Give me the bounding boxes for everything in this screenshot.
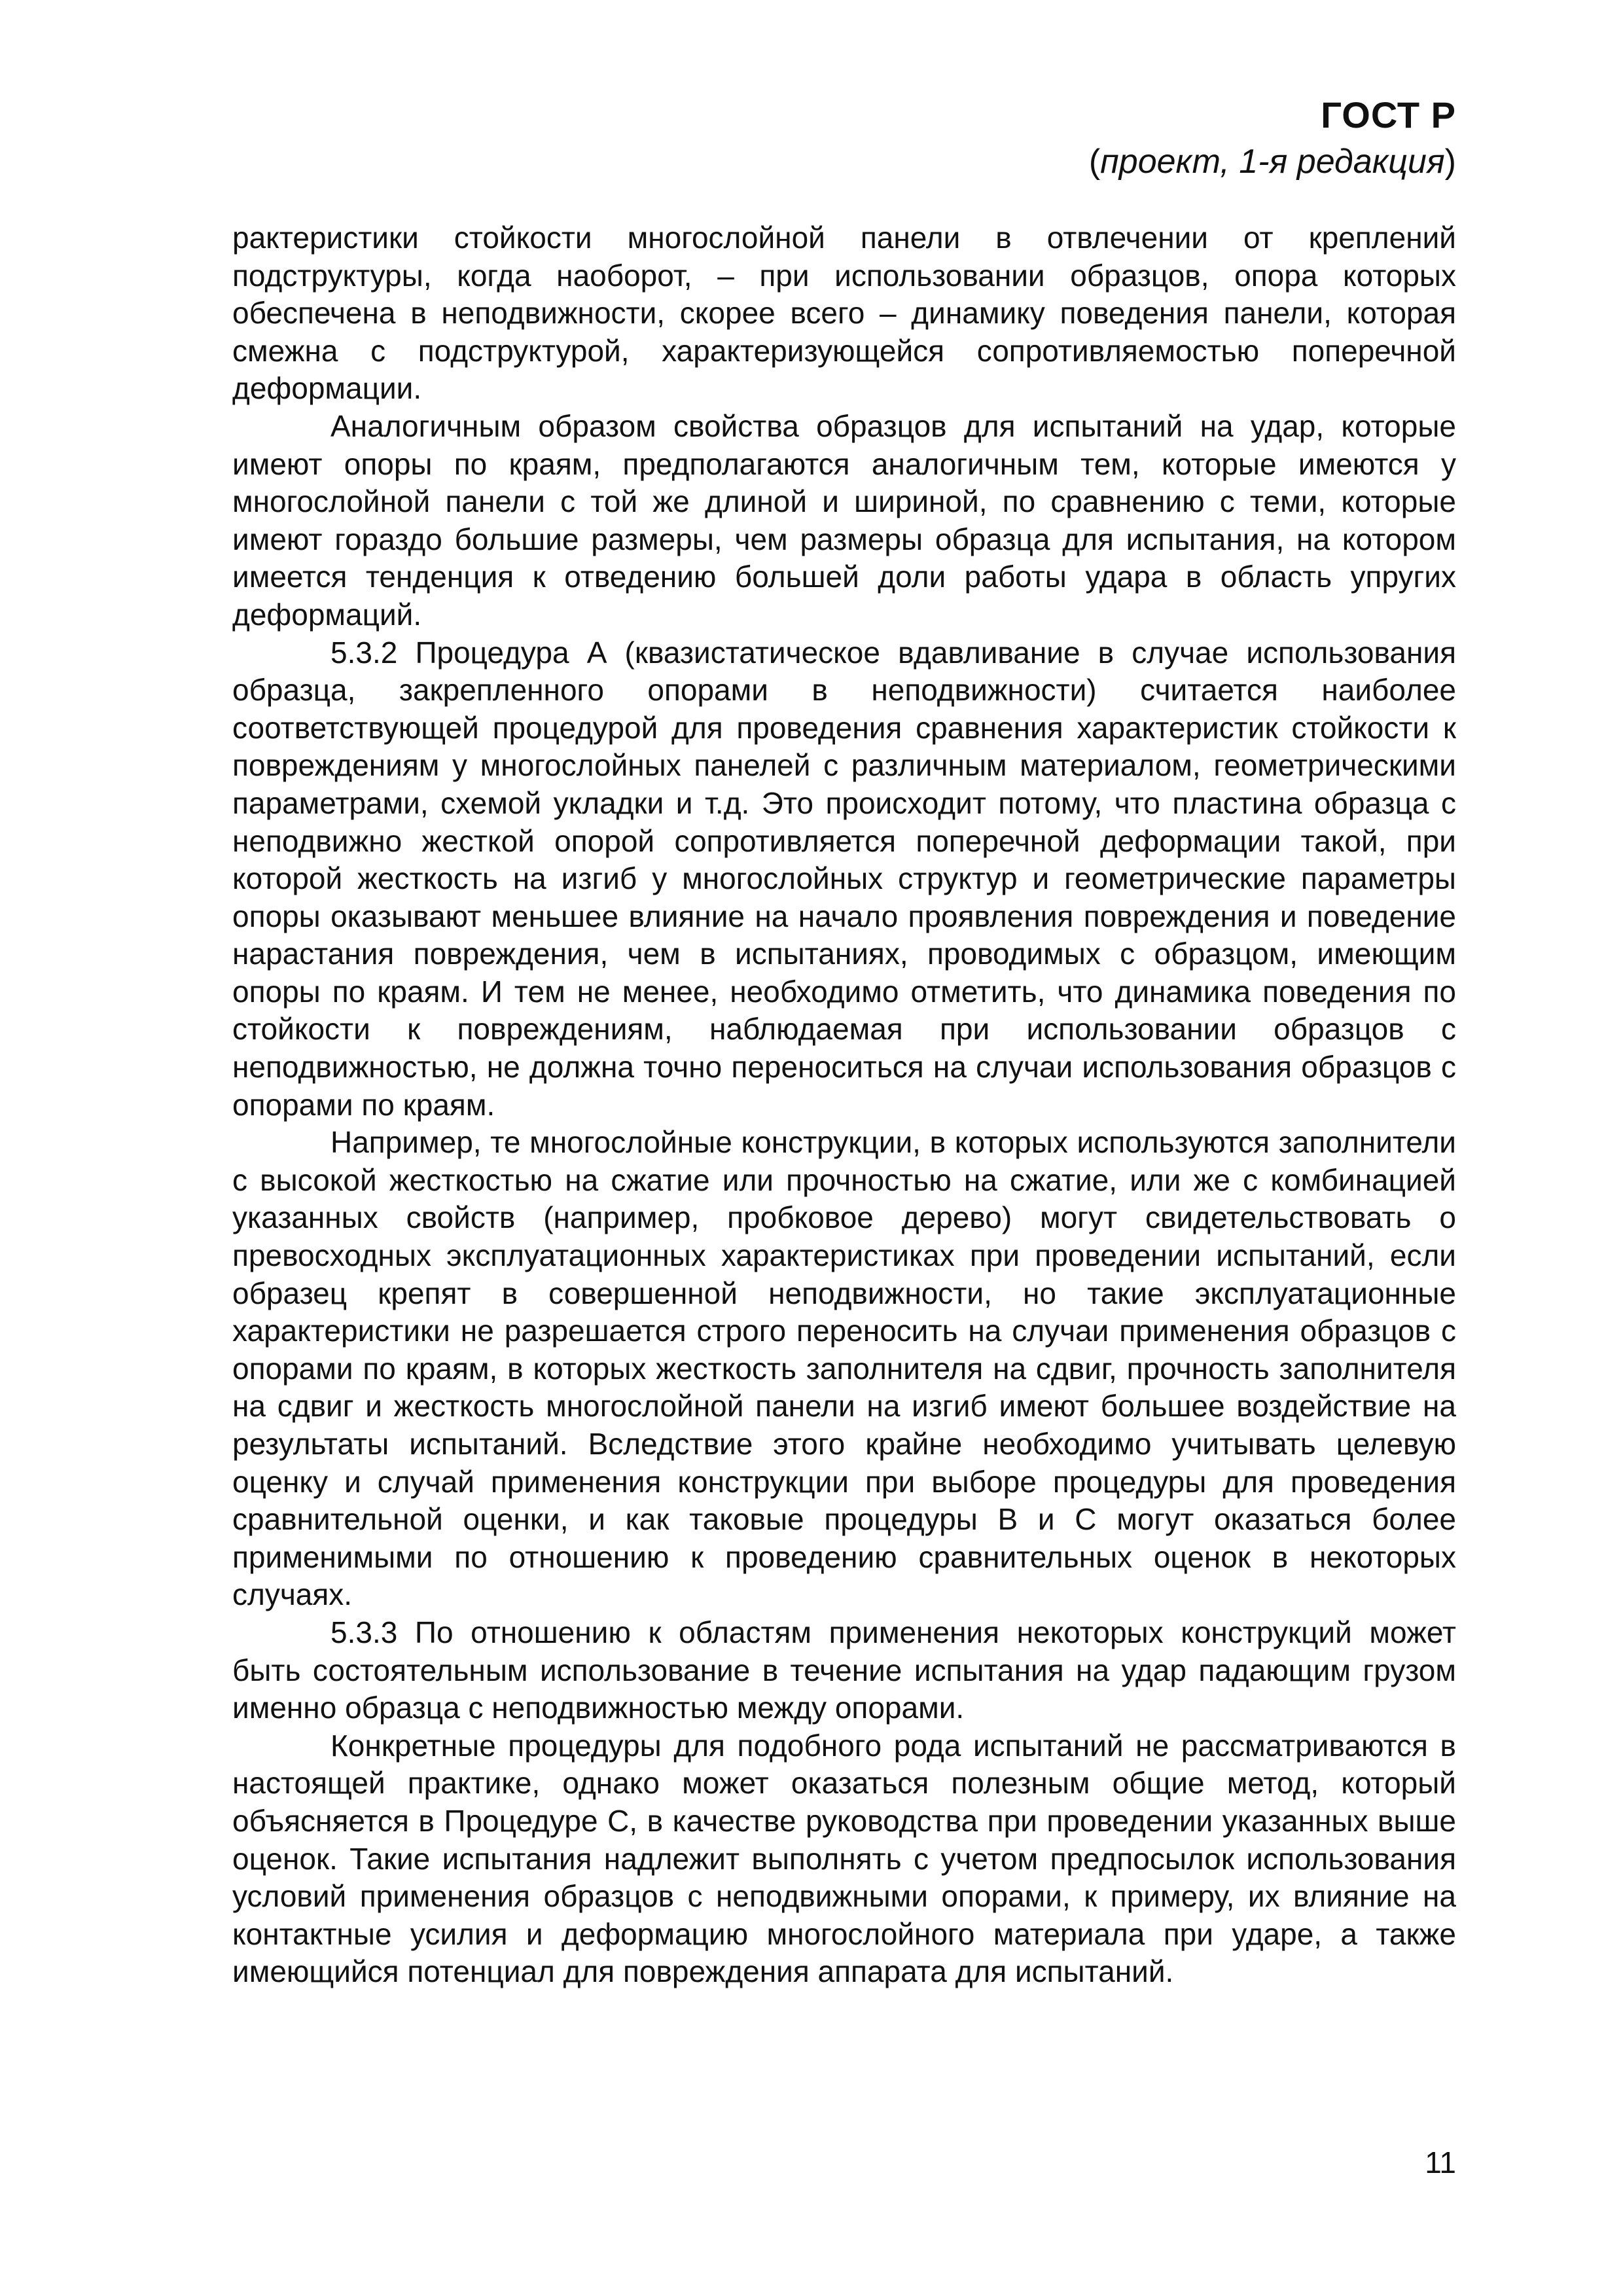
page-number: 11: [1425, 2145, 1456, 2179]
open-paren: (: [1088, 143, 1101, 181]
close-paren: ): [1444, 143, 1456, 181]
paragraph-continuation: рактеристики стойкости многослойной панели в отвлечении от креплений подструктуры, когда наоборот, – при использовании образцов, опора которых обеспечена в неподвижности, скорее всего – динамику поведения панели, которая смежна с подструктурой, характеризующейся сопротивляемостью поперечной деформации.: [232, 221, 1456, 406]
body-text: [232, 219, 1456, 1991]
document-header: [1089, 92, 1456, 185]
paragraph-example: Например, те многослойные конструкции, в которых используются заполнители с высокой жесткостью на сжатие или прочностью на сжатие, или же с комбинацией указанных свойств (например, пробковое дерево) могут свидетельствовать о превосходных эксплуатационных характеристиках при проведении испытаний, если образец крепят в совершенной неподвижности, но такие эксплуатационные характеристики не разрешается строго переносить на случаи применения образцов с опорами по краям, в которых жесткость заполнителя на сдвиг, прочность заполнителя на сдвиг и жесткость многослойной панели на изгиб имеют большее воздействие на результаты испытаний. Вследствие этого крайне необходимо учитывать целевую оценку и случай применения конструкции при выборе процедуры для проведения сравнительной оценки, и как таковые процедуры В и С могут оказаться более применимыми по отношению к проведению сравнительных оценок в некоторых случаях.: [232, 1125, 1456, 1612]
paragraph-specific-procedures: Конкретные процедуры для подобного рода испытаний не рассматриваются в настоящей практике, однако может оказаться полезным общие метод, который объясняется в Процедуре С, в качестве руководства при проведении указанных выше оценок. Такие испытания надлежит выполнять с учетом предпосылок использования условий применения образцов с неподвижными опорами, к примеру, их влияние на контактные усилия и деформацию многослойного материала при ударе, а также имеющийся потенциал для повреждения аппарата для испытаний.: [232, 1728, 1456, 1989]
paragraph-5-3-2: 5.3.2 Процедура А (квазистатическое вдавливание в случае использования образца, закрепленного опорами в неподвижности) считается наиболее соответствующей процедурой для проведения сравнения характеристик стойкости к повреждениям у многослойных панелей с различным материалом, геометрическими параметрами, схемой укладки и т.д. Это происходит потому, что пластина образца с неподвижно жесткой опорой сопротивляется поперечной деформации такой, при которой жесткость на изгиб у многослойных структур и геометрические параметры опоры оказывают меньшее влияние на начало проявления повреждения и поведение нарастания повреждения, чем в испытаниях, проводимых с образцом, имеющим опоры по краям. И тем не менее, необходимо отметить, что динамика поведения по стойкости к повреждениям, наблюдаемая при использовании образцов с неподвижностью, не должна точно переноситься на случаи использования образцов с опорами по краям.: [232, 635, 1456, 1122]
edition-text: проект, 1-я редакция: [1100, 143, 1445, 181]
standard-title: ГОСТ Р: [1321, 94, 1456, 135]
paragraph-5-3-3: 5.3.3 По отношению к областям применения некоторых конструкций может быть состоятельным использование в течение испытания на удар падающим грузом именно образца с неподвижностью между опорами.: [232, 1615, 1456, 1725]
paragraph-similar-properties: Аналогичным образом свойства образцов для испытаний на удар, которые имеют опоры по краям, предполагаются аналогичным тем, которые имеются у многослойной панели с той же длиной и шириной, по сравнению с теми, которые имеют гораздо большие размеры, чем размеры образца для испытания, на котором имеется тенденция к отведению большей доли работы удара в область упругих деформаций.: [232, 408, 1456, 632]
draft-edition-note: [1089, 139, 1456, 185]
